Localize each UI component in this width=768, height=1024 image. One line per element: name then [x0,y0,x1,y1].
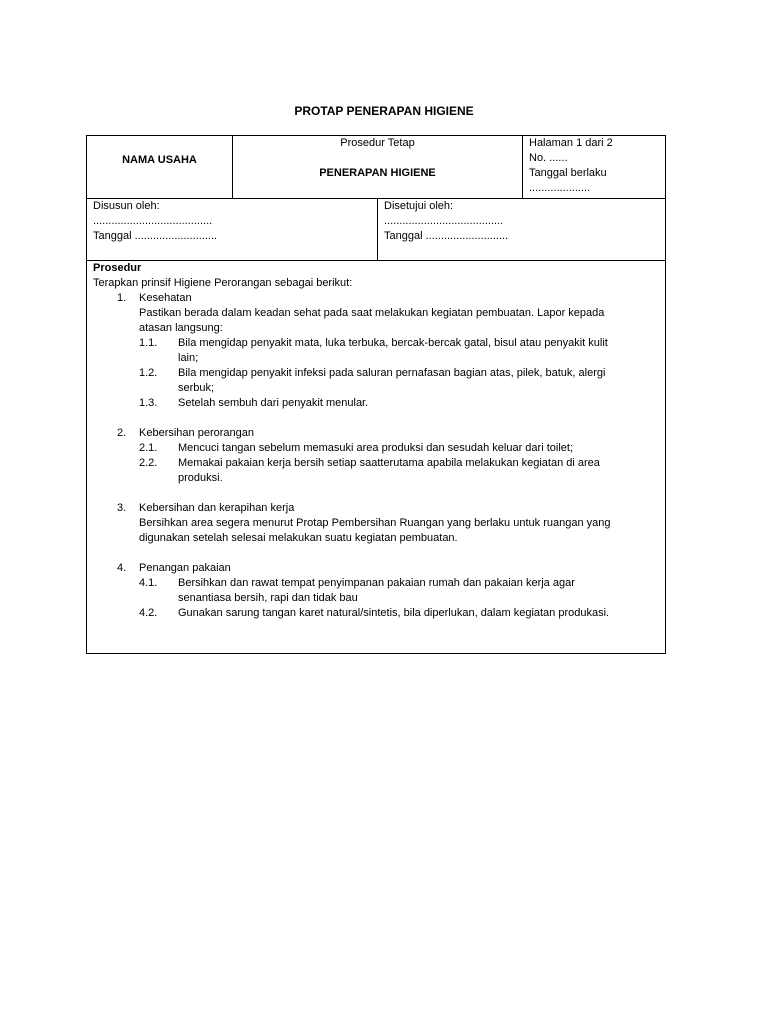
procedure-block [93,261,663,621]
document-title: PROTAP PENERAPAN HIGIENE [294,104,474,118]
list-item [93,336,663,366]
item-number: 1.1. [139,337,158,349]
section-number: 1. [117,292,127,304]
row-divider-1 [87,198,665,199]
section-title: Kebersihan perorangan [139,427,254,439]
item-text: Setelah sembuh dari penyakit menular. [178,397,369,409]
list-item [93,456,663,486]
item-text: Bersihkan dan rawat tempat penyimpanan pakaian rumah dan pakaian kerja agar [178,577,575,589]
valid-date-label: Tanggal berlaku [529,167,607,179]
col-divider-3 [377,198,378,260]
spacer [93,411,663,426]
section-body-line: atasan langsung: [139,322,223,334]
item-text: Bila mengidap penyakit mata, luka terbuka, bercak-bercak gatal, bisul atau penyakit kulit [178,337,608,349]
procedure-intro: Terapkan prinsif Higiene Perorangan sebagai berikut: [93,277,353,289]
section-title: Kebersihan dan kerapihan kerja [139,502,295,514]
section-penangan-pakaian [93,561,663,576]
approved-by-label: Disetujui oleh: [384,200,454,212]
page-info: Halaman 1 dari 2 [529,137,613,149]
spacer [93,486,663,501]
prepared-by-label: Disusun oleh: [93,200,160,212]
col-divider-2 [522,136,523,198]
section-body-line: digunakan setelah selesai melakukan suatu kegiatan pembuatan. [139,532,458,544]
list-item [93,366,663,396]
list-item [93,396,663,411]
item-text: produksi. [178,472,223,484]
document-number: No. ...... [529,152,568,164]
item-text: Gunakan sarung tangan karet natural/sintetis, bila diperlukan, dalam kegiatan produkasi. [178,607,610,619]
procedure-type: Prosedur Tetap [340,137,415,149]
item-number: 4.2. [139,607,158,619]
item-number: 4.1. [139,577,158,589]
list-item [93,576,663,606]
section-body-line: Pastikan berada dalam keadan sehat pada saat melakukan kegiatan pembuatan. Lapor kepada [139,307,605,319]
item-number: 2.1. [139,442,158,454]
valid-date-value: .................... [529,182,591,194]
procedure-heading: Prosedur [93,262,142,274]
item-number: 1.3. [139,397,158,409]
section-number: 3. [117,502,127,514]
list-item [93,441,663,456]
item-text: serbuk; [178,382,215,394]
item-number: 2.2. [139,457,158,469]
prepared-date: Tanggal ........................... [93,230,218,242]
section-number: 2. [117,427,127,439]
item-text: Memakai pakaian kerja bersih setiap saatterutama apabila melakukan kegiatan di area [178,457,600,469]
section-kesehatan [93,291,663,306]
section-number: 4. [117,562,127,574]
item-text: Bila mengidap penyakit infeksi pada saluran pernafasan bagian atas, pilek, batuk, alergi [178,367,606,379]
section-body-line: Bersihkan area segera menurut Protap Pembersihan Ruangan yang berlaku untuk ruangan yang [139,517,611,529]
section-kebersihan-kerapihan [93,501,663,516]
prepared-by-line: ....................................... [93,215,213,227]
item-text: senantiasa bersih, rapi dan tidak bau [178,592,358,604]
item-number: 1.2. [139,367,158,379]
list-item [93,606,663,621]
item-text: Mencuci tangan sebelum memasuki area produksi dan sesudah keluar dari toilet; [178,442,573,454]
approved-by-line: ....................................... [384,215,504,227]
section-title: Kesehatan [139,292,192,304]
procedure-title: PENERAPAN HIGIENE [319,167,436,179]
business-name: NAMA USAHA [122,154,197,166]
item-text: lain; [178,352,199,364]
approved-date: Tanggal ........................... [384,230,509,242]
section-kebersihan-perorangan [93,426,663,441]
spacer [93,546,663,561]
section-title: Penangan pakaian [139,562,231,574]
protap-table [86,135,666,654]
